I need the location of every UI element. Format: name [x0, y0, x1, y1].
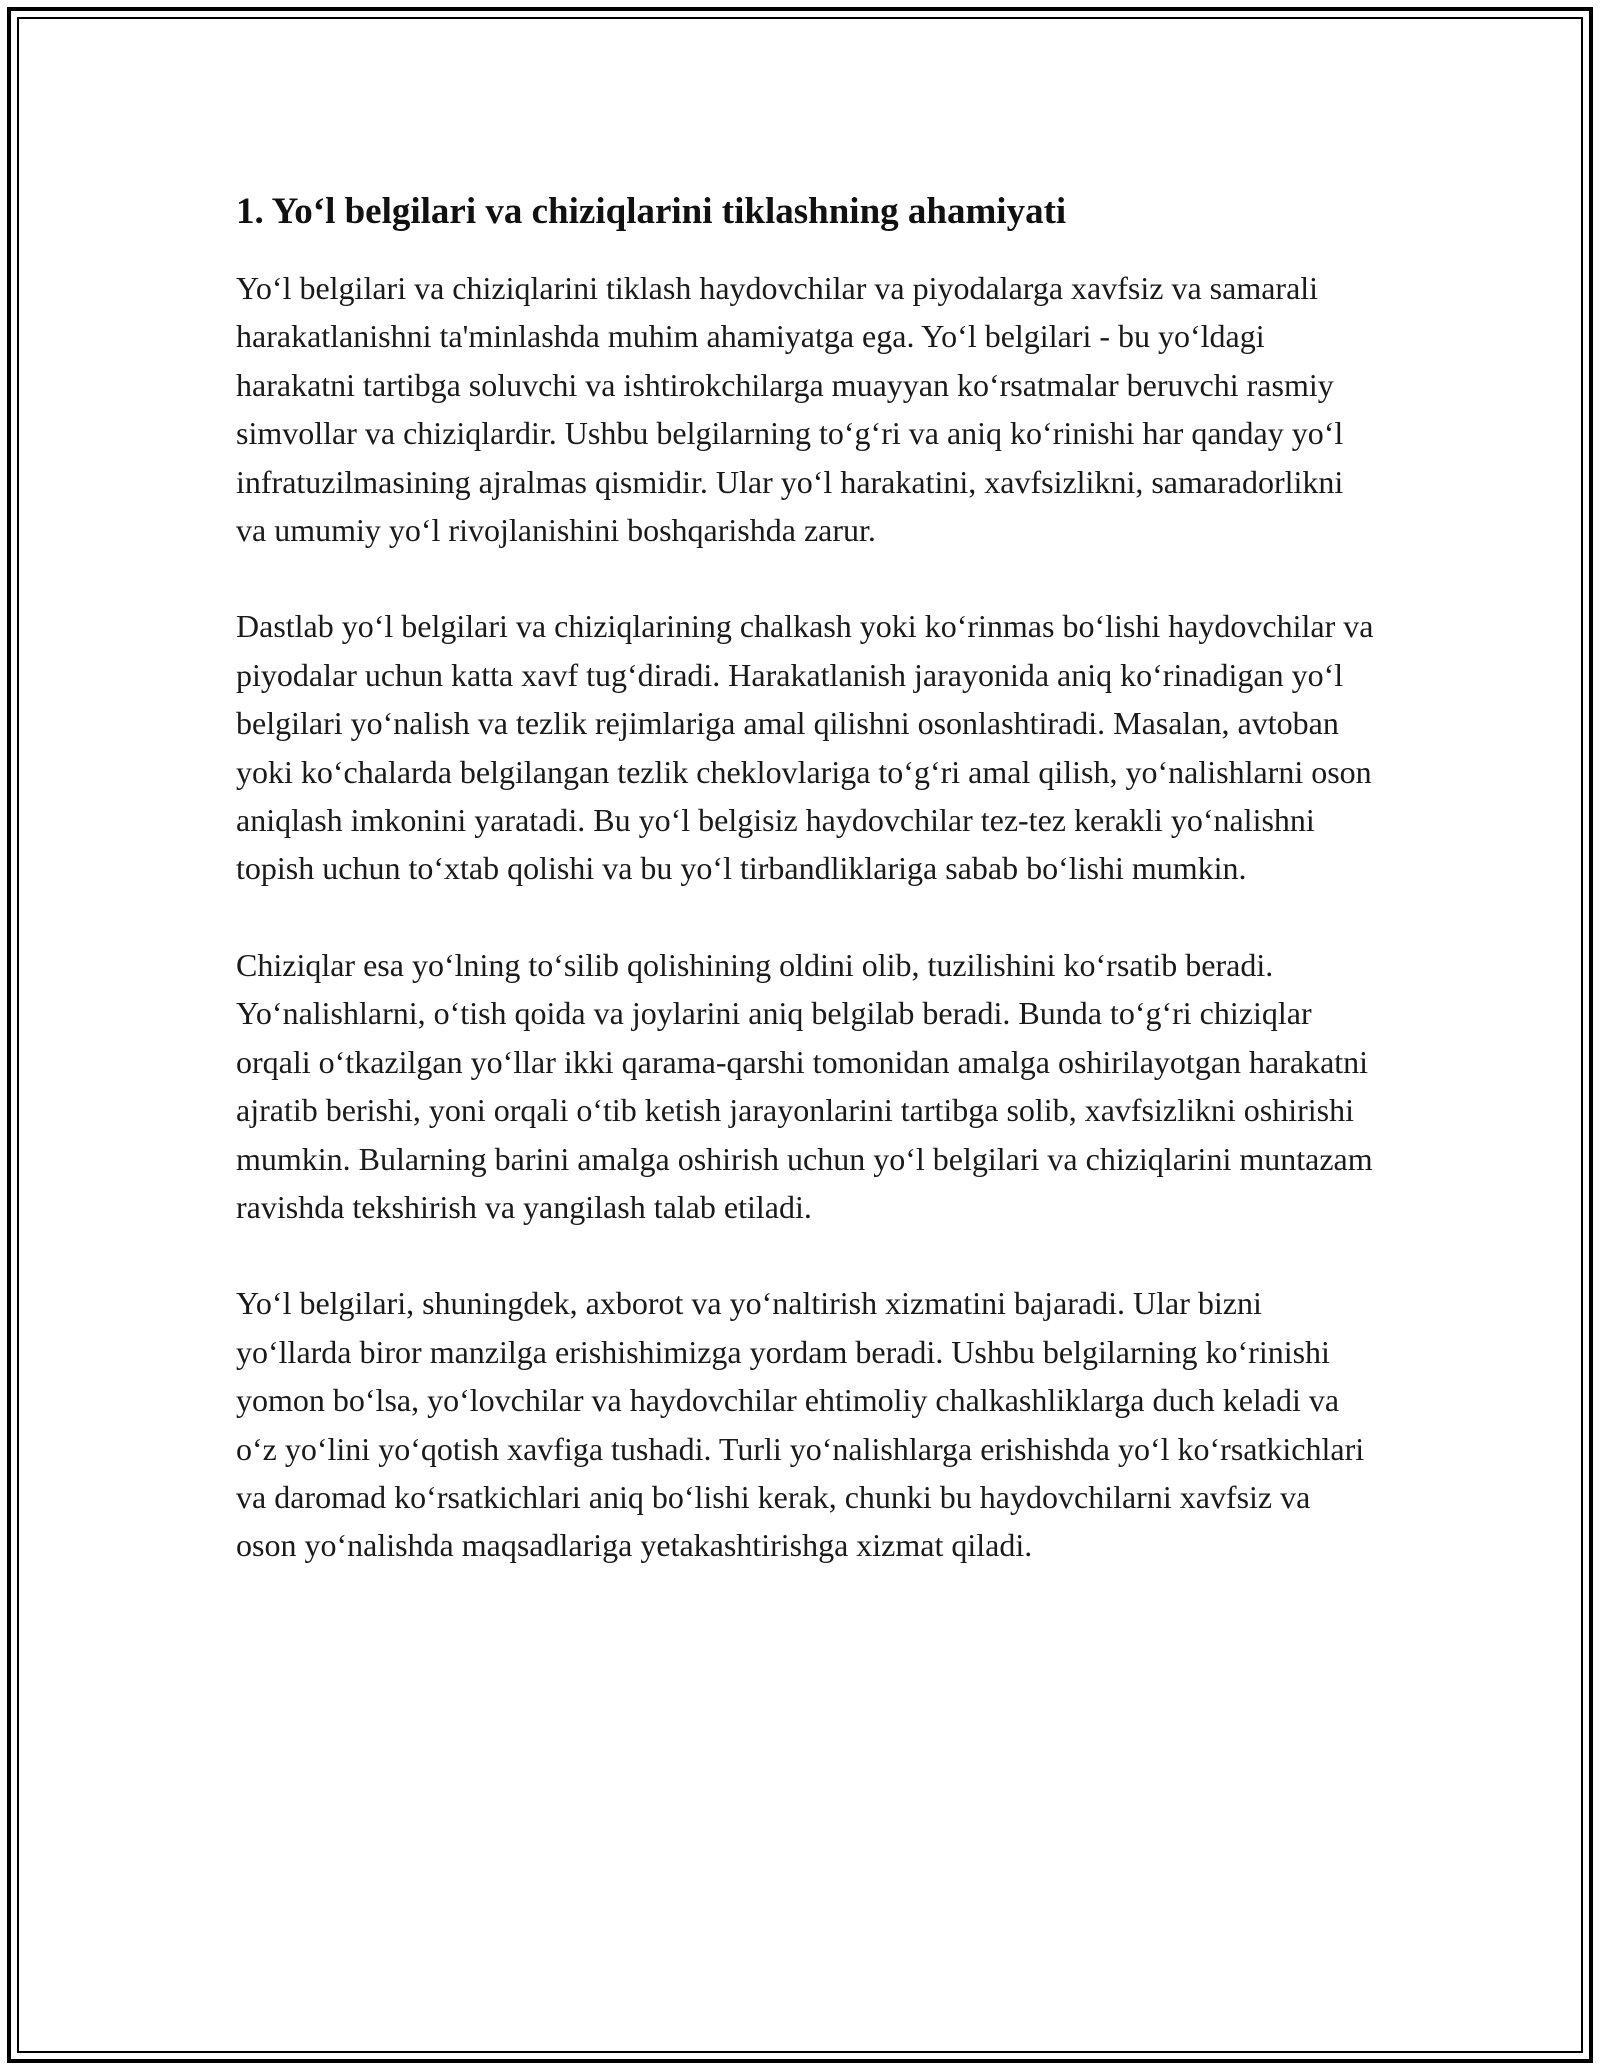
document-body: [236, 190, 1376, 1618]
paragraph-1: Yo‘l belgilari va chiziqlarini tiklash haydovchilar va piyodalarga xavfsiz va samarali harakatlanishni ta'minlashda muhim ahamiyatga ega. Yo‘l belgilari - bu yo‘ldagi harakatni tartibga soluvchi va ishtirokchilarga muayyan ko‘rsatmalar beruvchi rasmiy simvollar va chiziqlardir. Ushbu belgilarning to‘g‘ri va aniq ko‘rinishi har qanday yo‘l infratuzilmasining ajralmas qismidir. Ular yo‘l harakatini, xavfsizlikni, samaradorlikni va umumiy yo‘l rivojlanishini boshqarishda zarur.: [236, 270, 1344, 549]
paragraph-4: Yo‘l belgilari, shuningdek, axborot va yo‘naltirish xizmatini bajaradi. Ular bizni yo‘llarda biror manzilga erishishimizga yordam beradi. Ushbu belgilarning ko‘rinishi yomon bo‘lsa, yo‘lovchilar va haydovchilar ehtimoliy chalkashliklarga duch keladi va o‘z yo‘lini yo‘qotish xavfiga tushadi. Turli yo‘nalishlarga erishishda yo‘l ko‘rsatkichlari va daromad ko‘rsatkichlari aniq bo‘lishi kerak, chunki bu haydovchilarni xavfsiz va oson yo‘nalishda maqsadlariga yetakashtirishga xizmat qiladi.: [236, 1285, 1365, 1564]
paragraph-2: Dastlab yo‘l belgilari va chiziqlarining chalkash yoki ko‘rinmas bo‘lishi haydovchilar va piyodalar uchun katta xavf tug‘diradi. Harakatlanish jarayonida aniq ko‘rinadigan yo‘l belgilari yo‘nalish va tezlik rejimlariga amal qilishni osonlashtiradi. Masalan, avtoban yoki ko‘chalarda belgilangan tezlik cheklovlariga to‘g‘ri amal qilish, yo‘nalishlarni oson aniqlash imkonini yaratadi. Bu yo‘l belgisiz haydovchilar tez-tez kerakli yo‘nalishni topish uchun to‘xtab qolishi va bu yo‘l tirbandliklariga sabab bo‘lishi mumkin.: [236, 608, 1374, 887]
section-heading: 1. Yo‘l belgilari va chiziqlarini tiklashning ahamiyati: [236, 191, 1067, 232]
paragraph-3: Chiziqlar esa yo‘lning to‘silib qolishining oldini olib, tuzilishini ko‘rsatib beradi. Yo‘nalishlarni, o‘tish qoida va joylarini aniq belgilab beradi. Bunda to‘g‘ri chiziqlar orqali o‘tkazilgan yo‘llar ikki qarama-qarshi tomonidan amalga oshirilayotgan harakatni ajratib berishi, yoni orqali o‘tib ketish jarayonlarini tartibga solib, xavfsizlikni oshirishi mumkin. Bularning barini amalga oshirish uchun yo‘l belgilari va chiziqlarini muntazam ravishda tekshirish va yangilash talab etiladi.: [236, 946, 1373, 1225]
